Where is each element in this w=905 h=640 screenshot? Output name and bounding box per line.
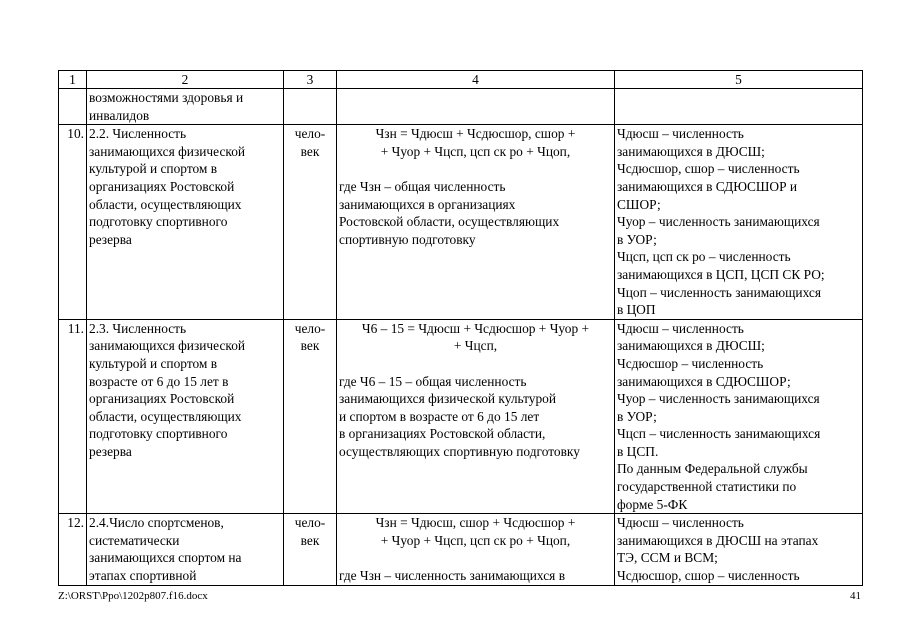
indicator-text-line: подготовку спортивного <box>89 214 228 230</box>
spacer <box>339 355 612 373</box>
formula-description-line: спортивную подготовку <box>339 231 476 247</box>
formula-description-line: занимающихся в организациях <box>339 196 516 212</box>
definition-line: Чсдюсшор, сшор – численность <box>617 568 800 584</box>
header-cell: 2 <box>87 71 284 89</box>
indicator-text-line: организациях Ростовской <box>89 391 235 407</box>
formula-cell <box>337 89 615 125</box>
table-row <box>59 319 863 514</box>
formula-line: Чзн = Чдюсш + Чсдюсшор, сшор + <box>375 126 576 142</box>
indicator-text-line: культурой и спортом в <box>89 355 218 371</box>
definition-line: занимающихся в СДЮСШОР и <box>617 178 798 194</box>
definition-line: государственной статистики по <box>617 479 797 495</box>
indicator-text-line: этапах спортивной <box>89 568 197 584</box>
indicator-name-cell <box>87 125 284 320</box>
indicator-text-line: области, осуществляющих <box>89 196 242 212</box>
row-number-cell <box>59 125 87 320</box>
formula-description-line: где Чзн – численность занимающихся в <box>339 568 566 584</box>
row-number: 12. <box>67 515 84 531</box>
definition-line: занимающихся в ДЮСШ; <box>617 338 765 354</box>
table-row <box>59 89 863 125</box>
definition-line: занимающихся в ДЮСШ на этапах <box>617 532 819 548</box>
formula-line: + Чуор + Чцсп, цсп ск ро + Чцоп, <box>380 143 571 159</box>
definition-line: Чцоп – численность занимающихся <box>617 284 821 300</box>
unit-text-line: чело- <box>294 126 326 142</box>
indicator-text-line: занимающихся спортом на <box>89 550 242 566</box>
indicator-text-line: 2.4.Число спортсменов, <box>89 515 224 531</box>
indicator-name-cell <box>87 319 284 514</box>
row-number-cell <box>59 514 87 585</box>
row-number-cell <box>59 89 87 125</box>
table-row <box>59 514 863 585</box>
unit-text-line: век <box>300 143 320 159</box>
row-number: 10. <box>67 126 84 142</box>
definition-line: Чуор – численность занимающихся <box>617 391 820 407</box>
definition-line: Чсдюсшор – численность <box>617 355 764 371</box>
definition-line: занимающихся в ЦСП, ЦСП СК РО; <box>617 266 825 282</box>
unit-text-line: чело- <box>294 515 326 531</box>
indicator-text-line: занимающихся физической <box>89 143 246 159</box>
definition-line: занимающихся в ДЮСШ; <box>617 143 765 159</box>
definition-line: занимающихся в СДЮСШОР; <box>617 373 791 389</box>
formula-line: Ч6 – 15 = Чдюсш + Чсдюсшор + Чуор + <box>361 320 590 336</box>
indicator-text-line: организациях Ростовской <box>89 178 235 194</box>
definitions-cell <box>615 514 863 585</box>
formula-description-line: и спортом в возрасте от 6 до 15 лет <box>339 408 540 424</box>
indicator-text-line: возрасте от 6 до 15 лет в <box>89 373 229 389</box>
indicator-text-line: инвалидов <box>89 107 150 123</box>
definition-line: в ЦОП <box>617 302 656 318</box>
formula-line: + Чцсп, <box>453 338 498 354</box>
definition-line: Чцсп – численность занимающихся <box>617 426 821 442</box>
table-header-row <box>59 71 863 89</box>
header-cell: 1 <box>59 71 87 89</box>
indicator-text-line: области, осуществляющих <box>89 408 242 424</box>
definition-line: форме 5-ФК <box>617 496 688 512</box>
indicator-text-line: резерва <box>89 231 132 247</box>
definition-line: в ЦСП. <box>617 443 659 459</box>
definition-line: Чцсп, цсп ск ро – численность <box>617 249 791 265</box>
definitions-cell <box>615 89 863 125</box>
spacer <box>339 549 612 567</box>
definition-line: По данным Федеральной службы <box>617 461 808 477</box>
definition-line: Чдюсш – численность <box>617 515 744 531</box>
indicator-name-cell <box>87 514 284 585</box>
table-row <box>59 125 863 320</box>
formula-description-line: где Чзн – общая численность <box>339 178 506 194</box>
definition-line: в УОР; <box>617 408 657 424</box>
spacer <box>339 160 612 178</box>
unit-text-line: век <box>300 338 320 354</box>
definition-line: в УОР; <box>617 231 657 247</box>
formula-line: Чзн = Чдюсш, сшор + Чсдюсшор + <box>375 515 576 531</box>
unit-cell <box>284 89 337 125</box>
header-cell: 5 <box>615 71 863 89</box>
definition-line: ТЭ, ССМ и ВСМ; <box>617 550 718 566</box>
indicator-text-line: 2.3. Численность <box>89 320 187 336</box>
formula-description-line: осуществляющих спортивную подготовку <box>339 443 580 459</box>
formula-description-line: Ростовской области, осуществляющих <box>339 214 560 230</box>
formula-cell <box>337 125 615 320</box>
indicator-text-line: культурой и спортом в <box>89 161 218 177</box>
indicator-name-cell <box>87 89 284 125</box>
indicator-text-line: резерва <box>89 443 132 459</box>
unit-cell <box>284 319 337 514</box>
data-table <box>58 70 863 586</box>
definition-line: Чдюсш – численность <box>617 126 744 142</box>
indicator-text-line: занимающихся физической <box>89 338 246 354</box>
definitions-cell <box>615 319 863 514</box>
definition-line: Чдюсш – численность <box>617 320 744 336</box>
formula-description-line: занимающихся физической культурой <box>339 391 557 407</box>
row-number: 11. <box>67 320 84 336</box>
indicator-text-line: 2.2. Численность <box>89 126 187 142</box>
formula-description-line: в организациях Ростовской области, <box>339 426 546 442</box>
indicator-text-line: возможностями здоровья и <box>89 90 244 105</box>
formula-line: + Чуор + Чцсп, цсп ск ро + Чцоп, <box>380 532 571 548</box>
footer-page-number: 41 <box>850 590 861 602</box>
footer-file-path: Z:\ORST\Ppo\1202p807.f16.docx <box>58 590 208 602</box>
definitions-cell <box>615 125 863 320</box>
definition-line: Чсдюсшор, сшор – численность <box>617 161 800 177</box>
indicator-text-line: систематически <box>89 532 180 548</box>
unit-cell <box>284 514 337 585</box>
unit-cell <box>284 125 337 320</box>
header-cell: 3 <box>284 71 337 89</box>
formula-description-line: где Ч6 – 15 – общая численность <box>339 373 527 389</box>
indicator-text-line: подготовку спортивного <box>89 426 228 442</box>
formula-cell <box>337 514 615 585</box>
formula-cell <box>337 319 615 514</box>
definition-line: СШОР; <box>617 196 661 212</box>
unit-text-line: век <box>300 532 320 548</box>
header-cell: 4 <box>337 71 615 89</box>
definition-line: Чуор – численность занимающихся <box>617 214 820 230</box>
unit-text-line: чело- <box>294 320 326 336</box>
row-number-cell <box>59 319 87 514</box>
